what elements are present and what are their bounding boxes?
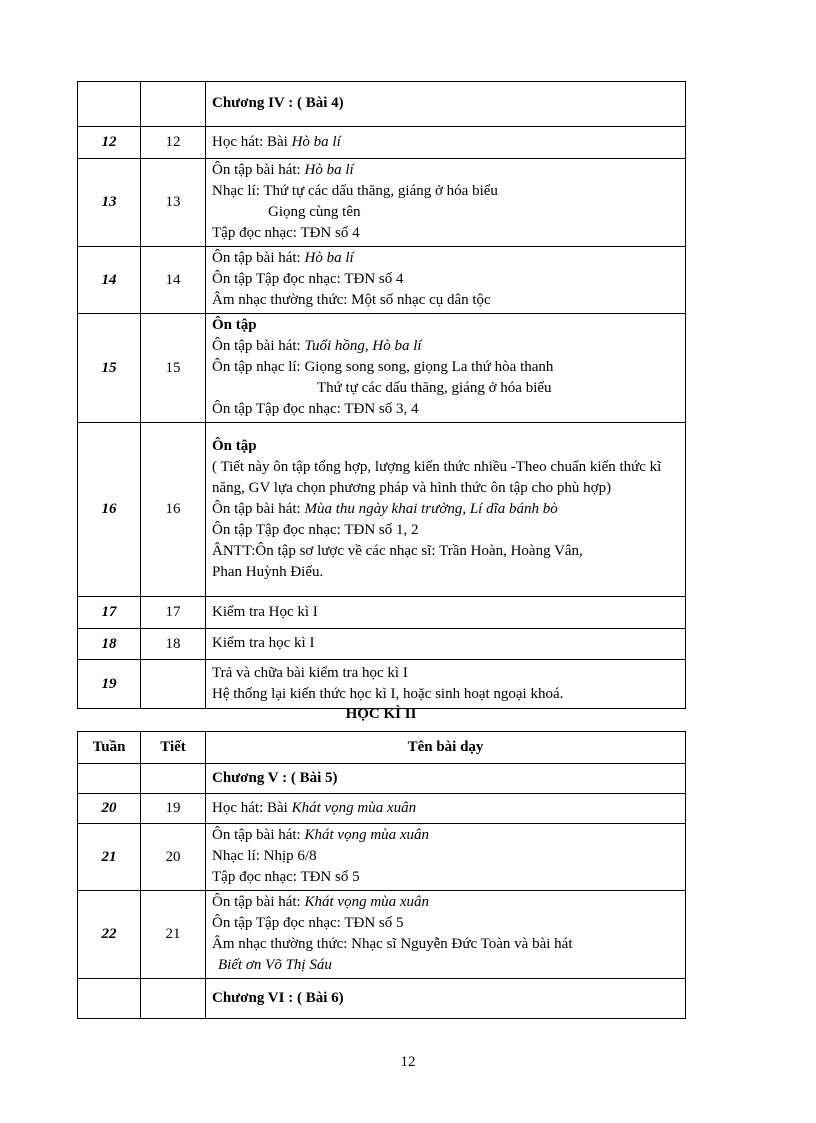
lesson-line: Ôn tập Tập đọc nhạc: TĐN số 3, 4 [212,401,419,417]
lesson-line: Ôn tập bài hát: Khát vọng mùa xuân [212,894,430,910]
lesson-cell [206,629,686,660]
lesson-line: ÂNTT:Ôn tập sơ lược về các nhạc sĩ: Trần Hoàn, Hoàng Vân, [212,542,583,559]
lesson-line: Phan Huỳnh Điểu. [212,563,324,580]
table-row [78,597,686,629]
lesson-line: Tập đọc nhạc: TĐN số 5 [212,869,360,885]
period-cell: 15 [141,314,206,423]
empty-cell [78,82,141,127]
period-cell: 16 [141,423,206,597]
lesson-line: Ôn tập [212,317,257,333]
chapter-row [78,764,686,794]
week-cell: 15 [78,314,141,423]
lesson-line: Trả và chữa bài kiểm tra học kì I [212,664,408,681]
lesson-cell [206,597,686,629]
lesson-cell [206,660,686,709]
lesson-cell [206,247,686,314]
week-cell: 22 [78,891,141,979]
lesson-plan-table-semester-1 [77,81,686,709]
empty-cell [78,764,141,794]
period-cell: 21 [141,891,206,979]
header-week: Tuần [78,732,141,764]
table-row [78,423,686,597]
period-cell: 18 [141,629,206,660]
week-cell: 18 [78,629,141,660]
table-row [78,794,686,824]
lesson-line: Thứ tự các dấu thăng, giáng ở hóa biểu [317,380,552,396]
lesson-line: Hệ thống lại kiến thức học kì I, hoặc sinh hoạt ngoại khoá. [212,685,564,702]
lesson-cell [206,794,686,824]
header-period: Tiết [141,732,206,764]
period-cell [141,660,206,709]
week-cell: 13 [78,159,141,247]
period-cell: 17 [141,597,206,629]
chapter-title: Chương VI : ( Bài 6) [206,979,686,1019]
week-cell: 16 [78,423,141,597]
week-cell: 19 [78,660,141,709]
empty-cell [141,979,206,1019]
chapter-row [78,979,686,1019]
lesson-cell [206,891,686,979]
empty-cell [78,979,141,1019]
lesson-line: Ôn tập Tập đọc nhạc: TĐN số 5 [212,915,404,931]
header-row [78,732,686,764]
lesson-line: Ôn tập nhạc lí: Giọng song song, giọng La thứ hòa thanh [212,359,554,375]
lesson-line: Biết ơn Võ Thị Sáu [218,957,332,973]
lesson-line: Ôn tập Tập đọc nhạc: TĐN số 4 [212,271,404,287]
table-row [78,629,686,660]
lesson-line: Âm nhạc thường thức: Một số nhạc cụ dân tộc [212,292,491,308]
table-row [78,159,686,247]
lesson-line: Âm nhạc thường thức: Nhạc sĩ Nguyễn Đức Toàn và bài hát [212,936,573,952]
empty-cell [141,764,206,794]
empty-cell [141,82,206,127]
lesson-cell [206,159,686,247]
lesson-line: Ôn tập bài hát: Khát vọng mùa xuân [212,827,430,843]
lesson-plan-table-semester-2 [77,731,686,1019]
week-cell: 20 [78,794,141,824]
lesson-cell [206,127,686,159]
period-cell: 12 [141,127,206,159]
table-row [78,247,686,314]
table-row [78,824,686,891]
period-cell: 14 [141,247,206,314]
week-cell: 14 [78,247,141,314]
chapter-title: Chương V : ( Bài 5) [206,764,686,794]
lesson-cell [206,314,686,423]
lesson-line: Học hát: Bài Hò ba lí [212,133,341,150]
lesson-line: Nhạc lí: Thứ tự các dấu thăng, giáng ở hóa biểu [212,183,498,199]
lesson-line: Ôn tập bài hát: Hò ba lí [212,250,354,266]
lesson-line: Giọng cùng tên [268,204,361,220]
section-title: HỌC KÌ II [345,706,417,722]
lesson-line: Học hát: Bài Khát vọng mùa xuân [212,799,417,816]
lesson-line: Ôn tập Tập đọc nhạc: TĐN số 1, 2 [212,521,419,538]
table-row [78,660,686,709]
table-row [78,127,686,159]
week-cell: 21 [78,824,141,891]
lesson-line: Ôn tập [212,437,257,454]
lesson-line: Nhạc lí: Nhịp 6/8 [212,848,317,864]
week-cell: 17 [78,597,141,629]
lesson-cell [206,423,686,597]
lesson-line: Kiểm tra Học kì I [212,603,318,620]
lesson-line: ( Tiết này ôn tập tổng hợp, lượng kiến thức nhiều -Theo chuẩn kiến thức kĩ năng, GV lựa chọn phương pháp và hình thức ôn tập cho phù hợp) [212,458,662,496]
period-cell: 19 [141,794,206,824]
lesson-line: Ôn tập bài hát: Mùa thu ngày khai trường, Lí dĩa bánh bò [212,500,558,517]
page-number: 12 [400,1054,416,1070]
lesson-line: Ôn tập bài hát: Hò ba lí [212,162,354,178]
table-row [78,314,686,423]
header-lesson: Tên bài dạy [206,732,686,764]
lesson-line: Kiểm tra học kì I [212,635,315,651]
week-cell: 12 [78,127,141,159]
period-cell: 20 [141,824,206,891]
chapter-title: Chương IV : ( Bài 4) [206,82,686,127]
lesson-line: Tập đọc nhạc: TĐN số 4 [212,225,360,241]
chapter-row [78,82,686,127]
period-cell: 13 [141,159,206,247]
lesson-line: Ôn tập bài hát: Tuổi hồng, Hò ba lí [212,338,422,354]
lesson-cell [206,824,686,891]
table-row [78,891,686,979]
